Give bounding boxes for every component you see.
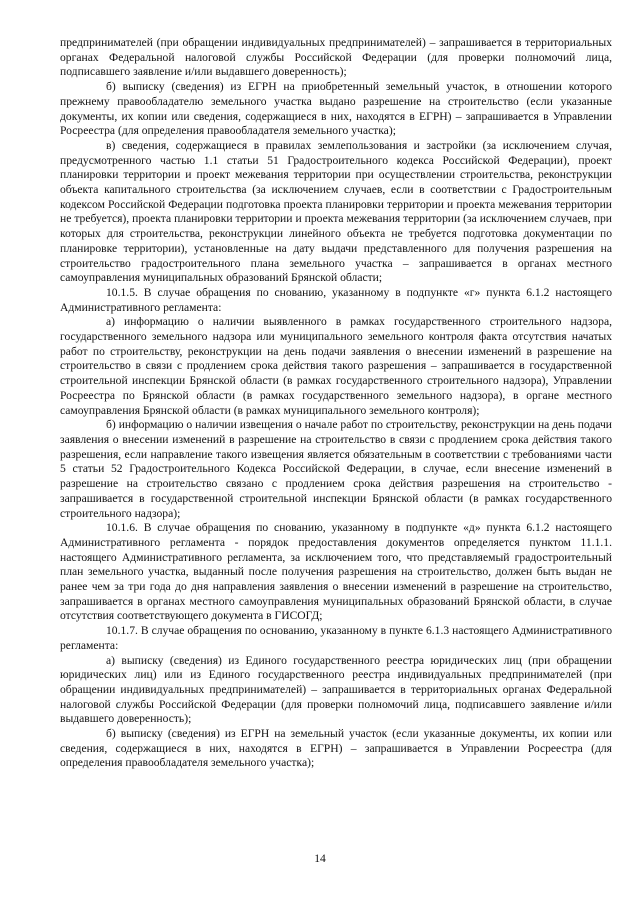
paragraph-item-b-notice-info: б) информацию о наличии извещения о начале работ по строительству, реконструкции на день подачи заявления о внесении изменений в разрешение на строительство в связи с продлением срока действия такого разрешения, если направление такого извещения является обязательным в соответствии с требованиями части 5 статьи 52 Градостроительного Кодекса Российской Федерации, в случае, если внесение изменений в разрешение на строительство связано с продлением срока действия разрешения на строительство - запрашивается в государственной строительной инспекции Брянской области (в рамках государственного строительного надзора); [60,418,612,520]
paragraph-item-v-zoning-rules: в) сведения, содержащиеся в правилах землепользования и застройки (за исключением случая, предусмотренного частью 1.1 статьи 51 Градостроительного кодекса Российской Федерации), проект планировки территории и проект межевания территории при осуществлении строительства, реконструкции объекта капитального строительства (за исключением случаев, если в соответствии с Градостроительным кодексом Российской Федерации подготовка проекта планировки территории и проекта межевания территории не требуется), проекта планировки территории и проекта межевания территории (за исключением случаев, при которых для строительства, реконструкции линейного объекта не требуется подготовка документации по планировке территории), установленные на дату выдачи представленного для получения разрешения на строительство градостроительного плана земельного участка – запрашивается в органах местного самоуправления муниципальных образований Брянской области; [60,138,612,285]
paragraph-section-10-1-7: 10.1.7. В случае обращения по основанию, указанному в пункте 6.1.3 настоящего Административного регламента: [60,624,612,652]
paragraph-item-b-egrn-land: б) выписку (сведения) из ЕГРН на земельный участок (если указанные документы, их копии или сведения, содержащиеся в них, находятся в ЕГРН) – запрашивается в Управлении Росреестра (для определения правообладателя земельного участка); [60,727,612,770]
paragraph-item-b-egrn-acquired: б) выписку (сведения) из ЕГРН на приобретенный земельный участок, в отношении которого прежнему правообладателю земельного участка выдано разрешение на строительство (если указанные документы, их копии или сведения, содержащиеся в них, находятся в ЕГРН) – запрашивается в Управлении Росреестра (для определения правообладателя земельного участка); [60,80,612,138]
paragraph-section-10-1-6: 10.1.6. В случае обращения по снованию, указанному в подпункте «д» пункта 6.1.2 настоящего Административного регламента - порядок предоставления документов определяется пунктом 11.1.1. настоящего Административного регламента, за исключением того, что представляемый градостроительный план земельного участка, выданный после получения разрешения на строительство, должен быть выдан не ранее чем за три года до дня направления заявления о внесении изменений в разрешение на строительство, запрашивается в органах местного самоуправления муниципальных образований Брянской области, в случае отсутствия соответствующего документа в ГИСОГД; [60,521,612,623]
document-body [60,36,612,771]
paragraph-item-a-egrul-egrip: а) выписку (сведения) из Единого государственного реестра юридических лиц (при обращении юридических лиц) или из Единого государственного реестра индивидуальных предпринимателей (при обращении индивидуальных предпринимателей) – запрашивается в территориальных органах Федеральной налоговой службы Российской Федерации (для проверки полномочий лица, подписавшего заявление и/или выдавшего доверенность); [60,653,612,726]
paragraph-item-a-supervision-info: а) информацию о наличии выявленного в рамках государственного строительного надзора, государственного земельного надзора или муниципального земельного контроля факта отсутствия начатых работ по строительству, реконструкции на день подачи заявления о внесении изменений в разрешение на строительство в связи с продлением срока действия такого разрешения – запрашивается в государственной строительной инспекции Брянской области (в рамках государственного строительного надзора), Управлении Росреестра по Брянской области (в рамках государственного земельного надзора), в органе местного самоуправления Брянской области (в рамках муниципального земельного контроля); [60,315,612,417]
paragraph-section-10-1-5: 10.1.5. В случае обращения по снованию, указанному в подпункте «г» пункта 6.1.2 настоящего Административного регламента: [60,285,612,314]
page-number: 14 [314,852,326,865]
paragraph-continuation: предпринимателей (при обращении индивидуальных предпринимателей) – запрашивается в территориальных органах Федеральной налоговой службы Российской Федерации (для проверки полномочий лица, подписавшего заявление и/или выдавшего доверенность); [60,36,612,79]
